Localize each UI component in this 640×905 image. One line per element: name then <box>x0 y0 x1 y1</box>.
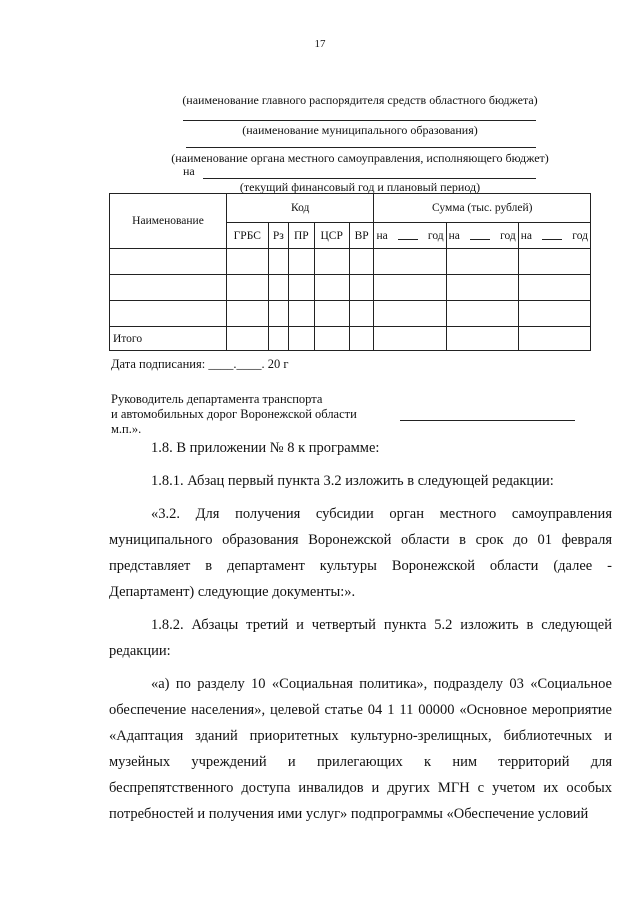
header-rz: Рз <box>268 223 289 249</box>
paragraph-1-8-1: 1.8.1. Абзац первый пункта 3.2 изложить в следующей редакции: <box>151 473 554 489</box>
paragraph-1-8: 1.8. В приложении № 8 к программе: <box>151 440 380 456</box>
caption-period: (текущий финансовый год и плановый период) <box>239 180 481 194</box>
table-row <box>110 301 591 327</box>
table-row <box>110 275 591 301</box>
header-name: Наименование <box>110 194 227 249</box>
stamp-label: м.п.». <box>111 422 142 436</box>
caption-local-authority: (наименование органа местного самоуправления, исполняющего бюджет) <box>171 151 549 165</box>
head-title-line2: и автомобильных дорог Воронежской области <box>111 407 357 421</box>
total-label: Итого <box>110 327 227 351</box>
head-title-line1: Руководитель департамента транспорта <box>111 392 323 406</box>
header-code-group: Код <box>227 194 374 223</box>
header-vr: ВР <box>349 223 374 249</box>
authority-line <box>186 147 536 148</box>
municipality-line <box>183 120 536 121</box>
paragraph-1-8-2: 1.8.2. Абзацы третий и четвертый пункта 5.2 изложить в следующей редакции: <box>109 617 612 659</box>
paragraph-a: «а) по разделу 10 «Социальная политика», подразделу 03 «Социальное обеспечение населения», целевой статье 04 1 11 00000 «Основное мероприятие «Адаптация зданий приоритетных культурно-зрелищных, библиотечных и музейных учреждений и прилегающих к ним территорий для беспрепятственного доступа инвалидов и других МГН с учетом их особых потребностей и получения ими услуг» подпрограммы «Обеспечение условий <box>109 676 612 822</box>
header-year-2: на год <box>446 223 518 249</box>
caption-main-manager: (наименование главного распорядителя средств областного бюджета) <box>182 93 538 107</box>
header-sum-group: Сумма (тыс. рублей) <box>374 194 591 223</box>
signature-line <box>400 420 575 421</box>
table-row <box>110 249 591 275</box>
header-year-1: на год <box>374 223 446 249</box>
na-label: на <box>183 164 195 178</box>
page-number: 17 <box>314 38 326 50</box>
period-line <box>203 178 536 179</box>
body-text <box>109 435 612 827</box>
caption-municipality: (наименование муниципального образования) <box>242 123 478 137</box>
header-pr: ПР <box>289 223 314 249</box>
header-grbs: ГРБС <box>227 223 269 249</box>
paragraph-3-2: «3.2. Для получения субсидии орган местного самоуправления муниципального образования Воронежской области в срок до 01 февраля представляет в департамент культуры Воронежской области (далее - Департамент) следующие документы:». <box>109 506 612 600</box>
table-total-row <box>110 327 591 351</box>
header-csr: ЦСР <box>314 223 349 249</box>
header-year-3: на год <box>518 223 590 249</box>
signing-date: Дата подписания: ____.____. 20 г <box>111 357 289 371</box>
budget-table <box>109 193 591 351</box>
